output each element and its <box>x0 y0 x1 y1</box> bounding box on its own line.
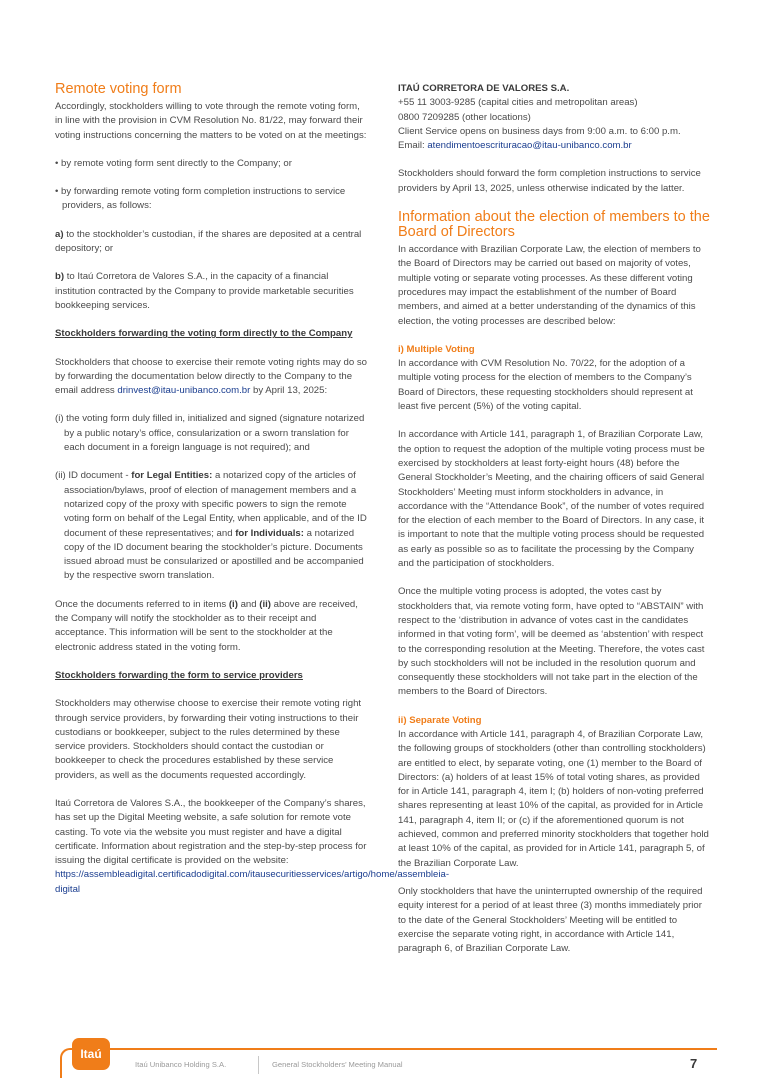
board-election-heading: Information about the election of members to the Board of Directors <box>398 209 710 241</box>
item-a-text: to the stockholder’s custodian, if the shares are deposited at a central depository; or <box>55 228 362 255</box>
item-b <box>55 270 367 313</box>
item-ii-text-3: a notarized copy of the ID document bearing the stockholder’s picture. Documents issued abroad must be consularized or apostilled and be accompanied by the respective sworn translation. <box>64 527 364 582</box>
footer-company: Itaú Unibanco Holding S.A. <box>135 1060 227 1069</box>
item-i-voting-form: (i) the voting form duly filled in, initialized and signed (signature notarized by a public notary’s office, consularization or a sworn translation for each document in a foreign language is not required); and <box>55 413 365 454</box>
company-forwarding-paragraph <box>55 356 367 399</box>
multiple-voting-paragraph-2: In accordance with Article 141, paragraph 1, of Brazilian Corporate Law, the option to request the adoption of the multiple voting process must be exercised by stockholders at least forty-eight hours (48) before the General Stockholder’s Meeting, and the chairing officers of said General Stockholders’ Meeting must inform stockholders in advance, in accordance with the “Attendance Book”, of the number of votes required for the election of each member to the Board of Directors. In any case, it is important to note that the multiple voting process should be requested as early as possible so as to facilitate the processing by the Company and the participation of stockholders. <box>398 429 705 570</box>
service-email-link[interactable]: atendimentoescrituracao@itau-unibanco.com.br <box>427 140 632 152</box>
item-b-label: b) <box>55 271 65 283</box>
org-name: ITAÚ CORRETORA DE VALORES S.A. <box>398 83 570 94</box>
footer-manual-title: General Stockholders’ Meeting Manual <box>272 1060 403 1069</box>
itau-logo: Itaú <box>72 1038 110 1070</box>
multiple-voting-heading: i) Multiple Voting <box>398 343 475 355</box>
itau-text: Itaú Corretora de Valores S.A., the bookkeeper of the Company’s shares, has set up the Digital Meeting website, a safe solution for remote vote casting. To vote via the website you must register and have a digital certificate. Information about registration and the step-by-step process for issuing the digital certificate is provided on the website: <box>55 797 367 867</box>
once-documents-paragraph <box>55 598 367 655</box>
board-election-paragraph: In accordance with Brazilian Corporate Law, the election of members to the Board of Directors may be carried out based on majority of votes, multiple voting or separate voting processes. As these different voting procedures may impact the establishment of the number of Board members, and aimed at a better understanding of the dynamics of this election, the voting processes are described below: <box>398 244 701 327</box>
bullet-remote-form: • by remote voting form sent directly to the Company; or <box>55 157 292 169</box>
page-number: 7 <box>690 1056 698 1071</box>
once-item-i: (i) <box>228 598 238 610</box>
item-ii-text-1: (ii) ID document - <box>55 470 132 482</box>
forward-instructions-paragraph: Stockholders should forward the form completion instructions to service providers by April 13, 2025, unless otherwise indicated by the latter. <box>398 168 701 194</box>
once-item-ii: (ii) <box>259 598 271 610</box>
once-and: and <box>237 598 260 610</box>
right-column <box>398 82 710 970</box>
multiple-voting-paragraph-1: In accordance with CVM Resolution No. 70/22, for the adoption of a multiple voting process for the election of members to the Company’s Board of Directors, these requesting stockholders should represent at least five percent (5%) of the voting capital. <box>398 358 693 413</box>
once-text-1: Once the documents referred to in items <box>55 598 229 610</box>
individuals-label: for Individuals: <box>235 527 304 539</box>
phone-capitals: +55 11 3003-9285 (capital cities and metropolitan areas) <box>398 97 638 109</box>
company-forwarding-heading: Stockholders forwarding the voting form directly to the Company <box>55 328 353 340</box>
phone-other: 0800 7209285 (other locations) <box>398 111 531 123</box>
once-text-2: above are received, the Company will notify the stockholder as to their receipt and acceptance. This information will be sent to the stockholder at the electronic address stated in the voting form. <box>55 598 358 653</box>
item-ii-id-document <box>55 469 367 583</box>
item-a-label: a) <box>55 228 64 240</box>
company-text-2: by April 13, 2025: <box>250 385 328 397</box>
item-a <box>55 228 367 257</box>
contact-email <box>398 139 710 153</box>
service-hours: Client Service opens on business days from 9:00 a.m. to 6:00 p.m. <box>398 125 681 137</box>
page-footer <box>0 1038 766 1083</box>
separate-voting-heading: ii) Separate Voting <box>398 714 482 726</box>
legal-entities-label: for Legal Entities: <box>131 470 213 482</box>
email-label: Email: <box>398 140 428 152</box>
company-text-1: Stockholders that choose to exercise their remote voting rights may do so by forwarding the documentation below directly to the Company to the email address <box>55 356 367 397</box>
separate-voting-paragraph-1: In accordance with Article 141, paragraph 4, of Brazilian Corporate Law, the following groups of stockholders (other than controlling stockholders) are entitled to elect, by separate voting, one (1) member to the Board of Directors: (a) holders of at least 15% of total voting shares, as provided for in Article 141, paragraph 4, item I; (b) holders of non-voting preferred shares representing at least 10% of the capital, as provided for in Article 141, paragraph 4, item II; or (c) if the aforementioned quorum is not achieved, common and preferred minority stockholders that together hold at least 10% of the capital, as provided for in Article 141, paragraph 5, of the Brazilian Corporate Law. <box>398 728 709 869</box>
multiple-voting-paragraph-3: Once the multiple voting process is adopted, the votes cast by stockholders that, via remote voting form, have opted to “ABSTAIN” with respect to the ‘distribution in advance of votes cast in the candidates informed in that voting form’, will be deemed as ‘abstention’ with respect to the corresponding resolution at the Meeting. Therefore, the votes cast by such stockholders will not be included in the resolution quorum and consequently these stockholders will not take part in the election of the members to the Board of Directors. <box>398 586 705 698</box>
intro-paragraph: Accordingly, stockholders willing to vote through the remote voting form, in line with the provision in CVM Resolution No. 81/22, may forward their voting instructions concerning the matters to be voted on at the meetings: <box>55 101 367 141</box>
remote-voting-heading: Remote voting form <box>55 81 182 97</box>
service-providers-heading: Stockholders forwarding the form to service providers <box>55 669 303 681</box>
item-ii-text-2: a notarized copy of the articles of association/bylaws, proof of election of management members and a notarized copy of the proxy with specific powers to sign the remote voting form on behalf of the Legal Entity, when applicable, and of the ID document of these representatives; and <box>64 470 367 539</box>
itau-digital-meeting-paragraph <box>55 797 450 897</box>
bullet-service-providers: • by forwarding remote voting form completion instructions to service providers, as follows: <box>55 186 346 212</box>
drinvest-email-link[interactable]: drinvest@itau-unibanco.com.br <box>117 385 251 397</box>
service-providers-paragraph: Stockholders may otherwise choose to exercise their remote voting right through service providers, by forwarding their voting instructions to their custodians or bookkeeper, subject to the rules determined by these service providers. Stockholders should contact the custodian or bookkeeper to check the procedures established by these service providers, as well as the documents requested accordingly. <box>55 698 362 781</box>
item-b-text: to Itaú Corretora de Valores S.A., in the capacity of a financial institution contracted by the Company to provide marketable securities bookkeeping services. <box>55 271 354 311</box>
separate-voting-paragraph-2: Only stockholders that have the uninterrupted ownership of the required equity interest for a period of at least three (3) months immediately prior to the date of the General Stockholders’ Meeting will be entitled to exercise the separate voting right, in accordance with Article 141, paragraph 6, of Brazilian Corporate Law. <box>398 885 703 955</box>
digital-meeting-link[interactable]: https://assembleadigital.certificadodigital.com/itausecuritiesservices/artigo/home/assembleia-digital <box>55 869 450 895</box>
footer-divider <box>258 1056 259 1074</box>
